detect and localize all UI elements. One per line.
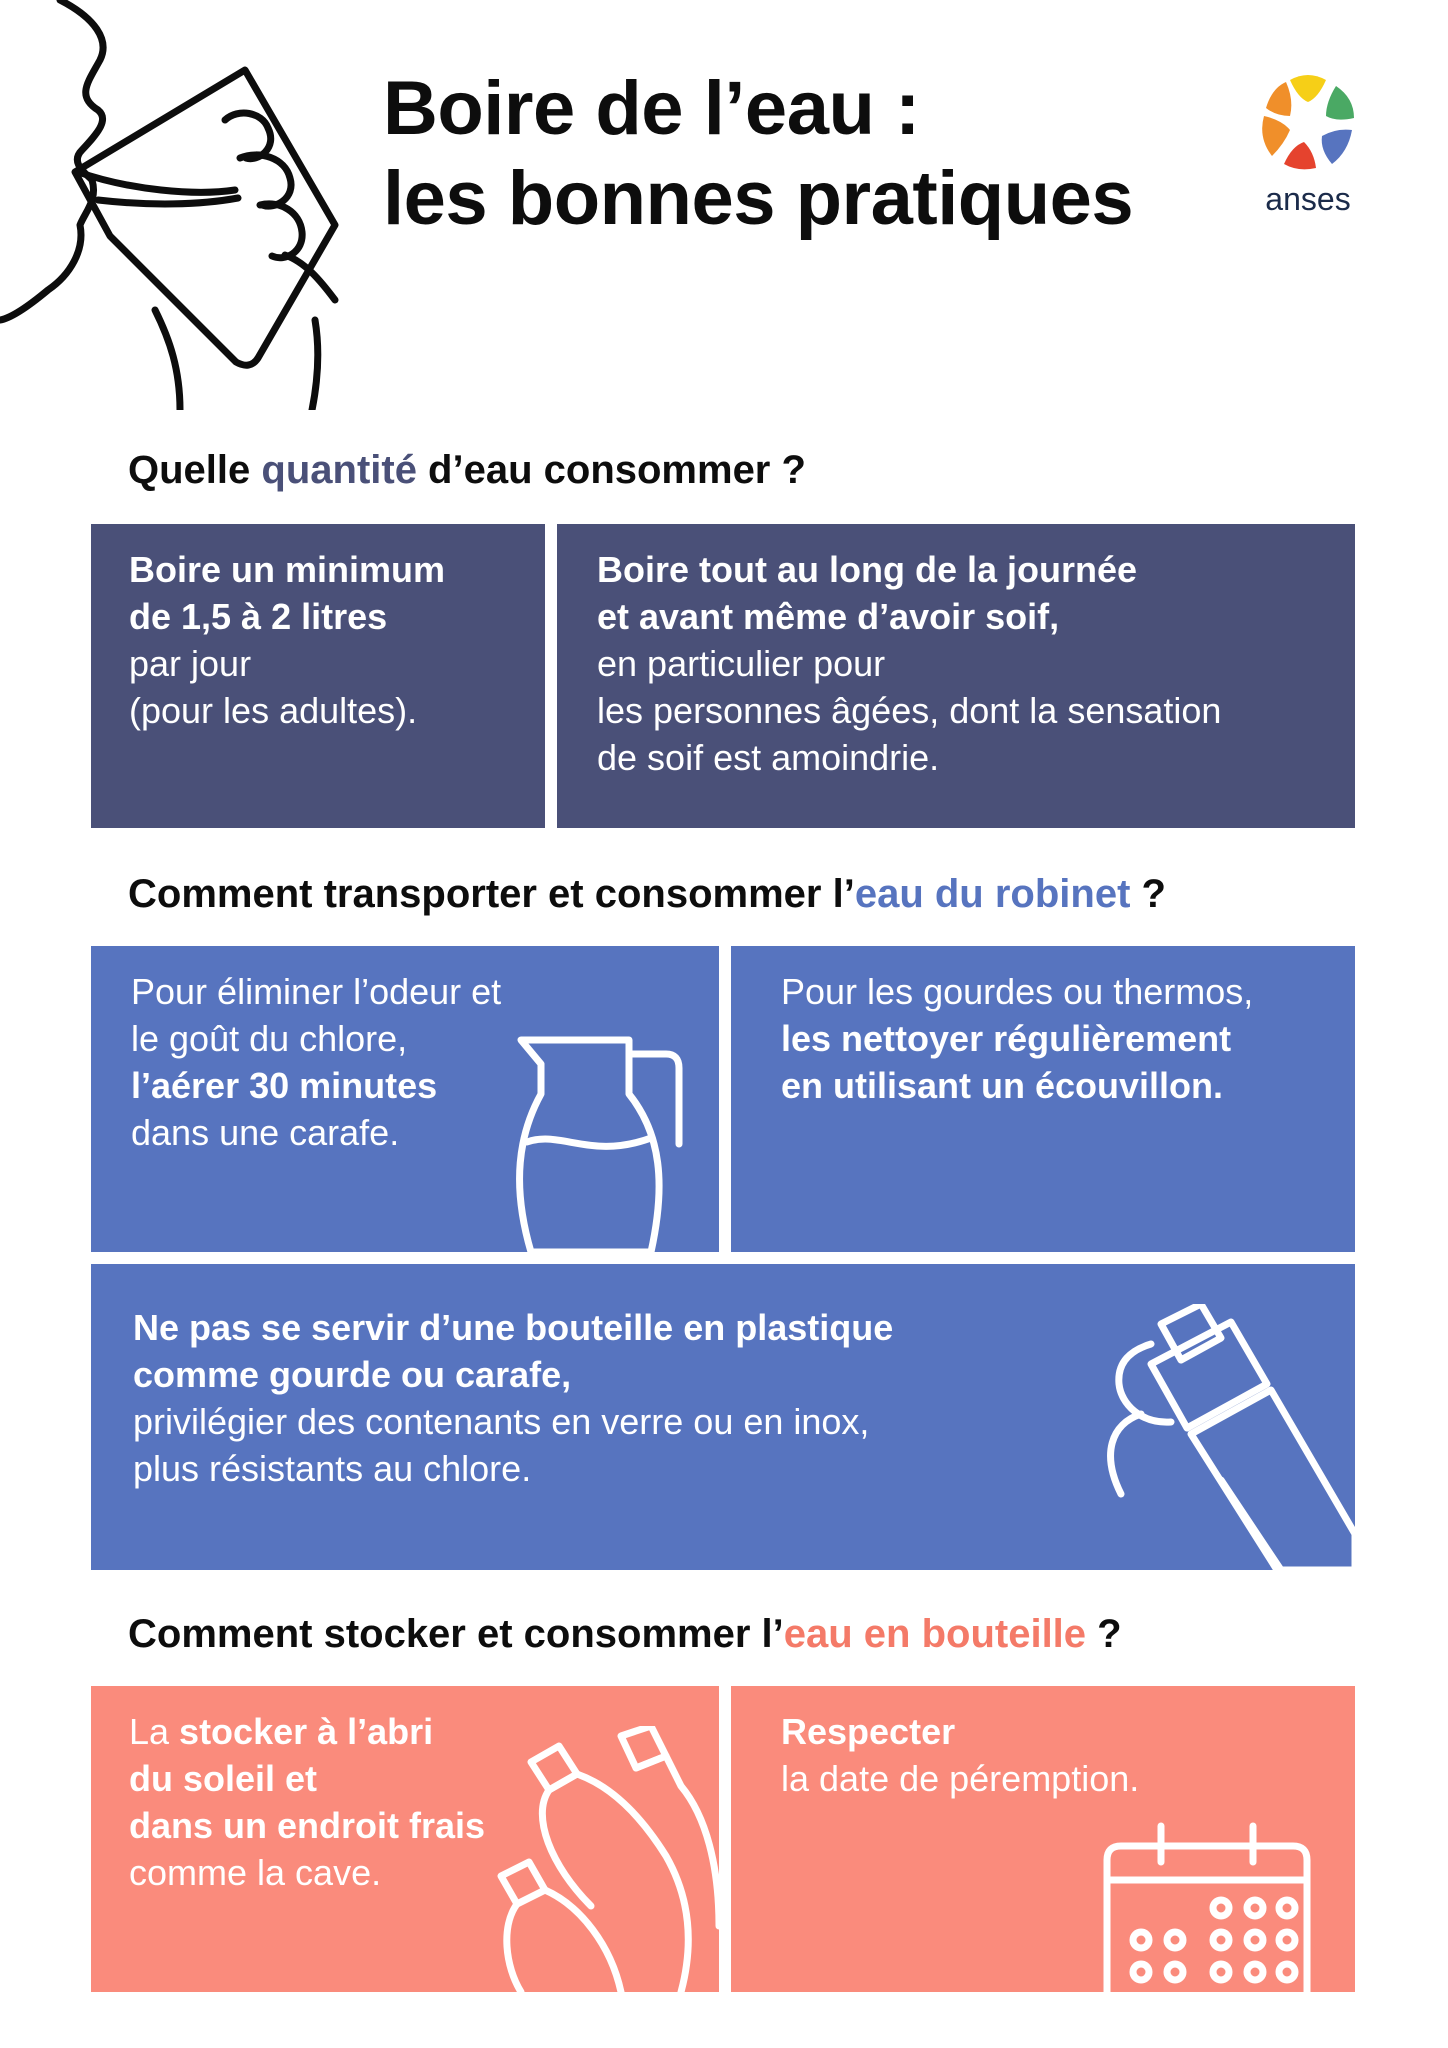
card-bold-text: de 1,5 à 2 litres — [129, 596, 388, 637]
heading-text: Quelle — [128, 448, 262, 492]
card-text: les personnes âgées, dont la sensation — [597, 690, 1222, 731]
heading-text-end: d’eau consommer ? — [416, 448, 806, 492]
card-text: le goût du chlore, — [131, 1018, 408, 1059]
logo-text: anses — [1265, 181, 1351, 217]
carafe-icon — [501, 1034, 691, 1252]
card-aerate-carafe — [91, 946, 719, 1252]
card-drink-all-day — [557, 524, 1355, 828]
heading-highlight: eau en bouteille — [783, 1612, 1087, 1656]
calendar-icon — [1101, 1822, 1313, 1992]
card-text: La — [129, 1711, 180, 1752]
heading-text: Comment stocker et consommer l’ — [128, 1612, 784, 1656]
bottles-icon — [491, 1726, 719, 1992]
title-line-2: les bonnes pratiques — [383, 156, 1134, 241]
card-bold-text: Boire un minimum — [129, 549, 446, 590]
card-bold-text: Ne pas se servir d’une bouteille en plastique — [133, 1307, 894, 1348]
card-bold-text: et avant même d’avoir soif, — [597, 596, 1060, 637]
card-no-plastic-bottle — [91, 1264, 1355, 1570]
title-line-1: Boire de l’eau : — [383, 66, 920, 151]
card-minimum-quantity — [91, 524, 545, 828]
card-store-bottles — [91, 1686, 719, 1992]
card-text: la date de péremption. — [781, 1758, 1140, 1799]
card-text: privilégier des contenants en verre ou en inox, — [133, 1401, 870, 1442]
card-bold-text: en utilisant un écouvillon. — [781, 1065, 1224, 1106]
card-bold-text: stocker à l’abri — [179, 1711, 434, 1752]
card-text: plus résistants au chlore. — [133, 1448, 532, 1489]
card-bold-text: dans un endroit frais — [129, 1805, 486, 1846]
heading-highlight: eau du robinet — [854, 872, 1131, 916]
drinking-person-icon — [0, 0, 370, 410]
heading-text-end: ? — [1130, 872, 1166, 916]
anses-star-icon — [1258, 72, 1358, 172]
card-text: en particulier pour — [597, 643, 886, 684]
anses-logo — [1258, 72, 1358, 218]
card-text: dans une carafe. — [131, 1112, 400, 1153]
card-bold-text: Boire tout au long de la journée — [597, 549, 1138, 590]
section-tap-water-heading — [128, 872, 1378, 917]
section-quantity-heading — [128, 448, 1378, 493]
card-clean-flasks — [731, 946, 1355, 1252]
heading-text-end: ? — [1086, 1612, 1122, 1656]
card-bold-text: les nettoyer régulièrement — [781, 1018, 1232, 1059]
card-expiry-date — [731, 1686, 1355, 1992]
card-text: comme la cave. — [129, 1852, 382, 1893]
heading-highlight: quantité — [261, 448, 417, 492]
card-bold-text: Respecter — [781, 1711, 956, 1752]
card-bold-text: comme gourde ou carafe, — [133, 1354, 572, 1395]
plastic-bottle-icon — [1071, 1304, 1355, 1570]
page-title — [383, 64, 1203, 244]
card-text: (pour les adultes). — [129, 690, 418, 731]
card-bold-text: du soleil et — [129, 1758, 318, 1799]
heading-text: Comment transporter et consommer l’ — [128, 872, 855, 916]
card-bold-text: l’aérer 30 minutes — [131, 1065, 438, 1106]
card-text: par jour — [129, 643, 252, 684]
card-text: Pour les gourdes ou thermos, — [781, 971, 1254, 1012]
card-text: de soif est amoindrie. — [597, 737, 940, 778]
section-bottled-water-heading — [128, 1612, 1378, 1657]
card-text: Pour éliminer l’odeur et — [131, 971, 502, 1012]
